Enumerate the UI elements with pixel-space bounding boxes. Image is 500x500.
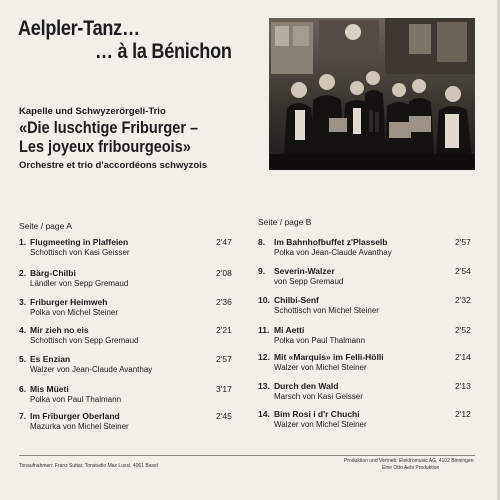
production-credit-line-2: Eine Otto Aebi Produktion: [382, 465, 440, 471]
track-item: [19, 268, 239, 294]
track-subtitle: Ländler von Sepp Gremaud: [30, 279, 129, 288]
production-credit-line-1: Produktion und Vertrieb: Elektromusic AG, 4102 Binningen: [344, 458, 474, 464]
track-duration: 2'57: [216, 354, 232, 364]
track-subtitle: Walzer von Jean-Claude Avanthay: [30, 365, 153, 374]
track-number: 13.: [258, 381, 270, 391]
track-duration: 2'13: [455, 381, 471, 391]
track-number: 4.: [19, 325, 27, 335]
track-subtitle: von Sepp Gremaud: [274, 277, 344, 286]
track-duration: 2'36: [216, 297, 232, 307]
track-subtitle: Schottisch von Kasi Geisser: [30, 248, 130, 257]
track-number: 5.: [19, 354, 27, 364]
track-title: Durch den Wald: [274, 381, 339, 391]
track-item: [19, 325, 239, 351]
track-duration: 2'45: [216, 411, 232, 421]
track-item: [19, 297, 239, 323]
track-item: [258, 237, 478, 263]
track-title: Bärg-Chilbi: [30, 268, 76, 278]
track-number: 2.: [19, 268, 27, 278]
track-duration: 2'14: [455, 352, 471, 362]
band-photo: [269, 18, 475, 170]
footer-divider: [19, 455, 475, 456]
track-subtitle: Marsch von Kasi Geisser: [274, 392, 363, 401]
track-number: 10.: [258, 295, 270, 305]
track-number: 6.: [19, 384, 27, 394]
track-title: Mir zieh no eis: [30, 325, 89, 335]
track-item: [19, 411, 239, 437]
track-duration: 2'52: [455, 325, 471, 335]
side-a-label: Seite / page A: [19, 221, 72, 231]
track-subtitle: Walzer von Michel Steiner: [274, 363, 367, 372]
track-subtitle: Schottisch von Michel Steiner: [274, 306, 379, 315]
track-duration: 2'32: [455, 295, 471, 305]
track-number: 12.: [258, 352, 270, 362]
track-title: Flugmeeting in Plaffeien: [30, 237, 129, 247]
band-photo-icon: [269, 18, 475, 170]
track-item: [258, 352, 478, 378]
track-title: Im Friburger Oberland: [30, 411, 120, 421]
track-subtitle: Schottisch von Sepp Gremaud: [30, 336, 139, 345]
track-duration: 2'21: [216, 325, 232, 335]
ensemble-label: Kapelle und Schwyzerörgeli-Trio: [19, 106, 166, 117]
track-subtitle: Polka von Jean-Claude Avanthay: [274, 248, 392, 257]
track-title: Mit «Marquis» im Felli-Hölli: [274, 352, 384, 362]
track-duration: 2'54: [455, 266, 471, 276]
track-title: Bim Rosi i d'r Chuchi: [274, 409, 360, 419]
band-name-line-1: «Die luschtige Friburger –: [19, 119, 199, 137]
track-title: Mi Aetti: [274, 325, 305, 335]
track-number: 11.: [258, 325, 270, 335]
track-item: [19, 237, 239, 263]
track-duration: 2'08: [216, 268, 232, 278]
track-subtitle: Walzer von Michel Steiner: [274, 420, 367, 429]
track-title: Es Enzian: [30, 354, 71, 364]
track-number: 14.: [258, 409, 270, 419]
track-duration: 2'57: [455, 237, 471, 247]
track-title: Chilbi-Senf: [274, 295, 319, 305]
album-title-line-2: … à la Bénichon: [95, 40, 232, 63]
album-title-line-1: Aelpler-Tanz…: [18, 17, 140, 40]
track-item: [258, 325, 478, 351]
track-title: Mis Müeti: [30, 384, 69, 394]
track-number: 7.: [19, 411, 27, 421]
track-subtitle: Polka von Michel Steiner: [30, 308, 119, 317]
track-number: 1.: [19, 237, 27, 247]
track-duration: 3'17: [216, 384, 232, 394]
track-item: [19, 354, 239, 380]
track-item: [258, 409, 478, 435]
track-subtitle: Mazurka von Michel Steiner: [30, 422, 129, 431]
production-credit: [344, 458, 474, 472]
recording-credit: Tonaufnahmen: Franz Suttar, Tonstudio Max Lussi, 4061 Basel: [19, 463, 158, 469]
side-b-label: Seite / page B: [258, 217, 312, 227]
track-item: [19, 384, 239, 410]
track-title: Im Bahnhofbuffet z'Plasselb: [274, 237, 388, 247]
track-duration: 2'47: [216, 237, 232, 247]
track-item: [258, 381, 478, 407]
track-duration: 2'12: [455, 409, 471, 419]
track-title: Severin-Walzer: [274, 266, 335, 276]
track-number: 8.: [258, 237, 266, 247]
ensemble-description: Orchestre et trio d'accordéons schwyzois: [19, 160, 208, 171]
band-name-line-2: Les joyeux fribourgeois»: [19, 138, 191, 156]
track-item: [258, 266, 478, 292]
track-subtitle: Polka von Paul Thalmann: [30, 395, 122, 404]
track-number: 9.: [258, 266, 266, 276]
track-number: 3.: [19, 297, 27, 307]
track-subtitle: Polka von Paul Thalmann: [274, 336, 366, 345]
track-item: [258, 295, 478, 321]
track-title: Friburger Heimweh: [30, 297, 108, 307]
